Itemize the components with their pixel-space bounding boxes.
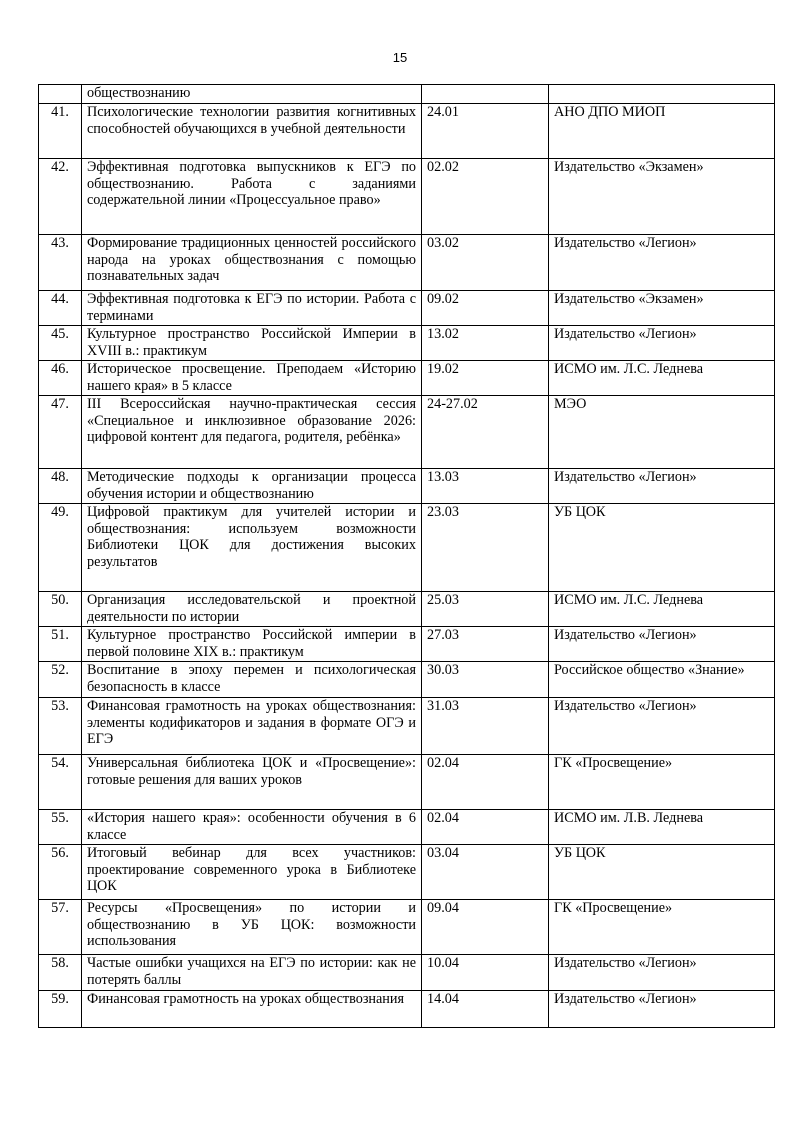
row-title: Воспитание в эпоху перемен и психологическая безопасность в классе [82,662,422,698]
row-number: 51. [39,627,82,662]
row-number: 44. [39,291,82,326]
row-number: 45. [39,326,82,361]
table-row [39,291,775,326]
row-organizer [549,85,775,104]
row-number: 49. [39,504,82,592]
row-title: Частые ошибки учащихся на ЕГЭ по истории: как не потерять баллы [82,955,422,991]
table-row [39,159,775,235]
row-title: Эффективная подготовка выпускников к ЕГЭ по обществознанию. Работа с заданиями содержательной линии «Процессуальное право» [82,159,422,235]
row-date: 03.04 [422,845,549,900]
row-date: 31.03 [422,698,549,755]
row-title: Методические подходы к организации процесса обучения истории и обществознанию [82,469,422,504]
row-organizer: Издательство «Легион» [549,326,775,361]
row-organizer: Издательство «Экзамен» [549,291,775,326]
row-title: Эффективная подготовка к ЕГЭ по истории. Работа с терминами [82,291,422,326]
row-organizer: ИСМО им. Л.С. Леднева [549,361,775,396]
table-row [39,627,775,662]
events-table [38,84,775,1028]
row-number: 41. [39,104,82,159]
row-number: 57. [39,900,82,955]
row-title: Финансовая грамотность на уроках обществознания: элементы кодификаторов и задания в формате ОГЭ и ЕГЭ [82,698,422,755]
table-row [39,755,775,810]
table-row [39,592,775,627]
table-row [39,991,775,1028]
row-organizer: Издательство «Легион» [549,627,775,662]
row-organizer: Издательство «Легион» [549,469,775,504]
row-organizer: Издательство «Легион» [549,955,775,991]
row-organizer: УБ ЦОК [549,504,775,592]
row-date: 27.03 [422,627,549,662]
row-title: Ресурсы «Просвещения» по истории и обществознанию в УБ ЦОК: возможности использования [82,900,422,955]
row-title: Формирование традиционных ценностей российского народа на уроках обществознания с помощью познавательных задач [82,235,422,291]
row-date: 13.03 [422,469,549,504]
row-number: 50. [39,592,82,627]
table-row [39,326,775,361]
table-row [39,900,775,955]
row-number: 55. [39,810,82,845]
row-organizer: ИСМО им. Л.С. Леднева [549,592,775,627]
row-date: 09.04 [422,900,549,955]
row-date: 24-27.02 [422,396,549,469]
table-row [39,662,775,698]
row-organizer: УБ ЦОК [549,845,775,900]
row-organizer: Издательство «Легион» [549,698,775,755]
table-row [39,698,775,755]
row-organizer: Издательство «Легион» [549,991,775,1028]
table-row-continuation [39,85,775,104]
row-title: Финансовая грамотность на уроках обществознания [82,991,422,1028]
table-row [39,469,775,504]
row-number: 56. [39,845,82,900]
row-date: 30.03 [422,662,549,698]
row-title: Психологические технологии развития когнитивных способностей обучающихся в учебной деятельности [82,104,422,159]
row-title: Организация исследовательской и проектной деятельности по истории [82,592,422,627]
row-number: 58. [39,955,82,991]
row-date [422,85,549,104]
row-number: 43. [39,235,82,291]
row-number: 48. [39,469,82,504]
row-organizer: МЭО [549,396,775,469]
row-date: 10.04 [422,955,549,991]
row-title: Цифровой практикум для учителей истории и обществознания: используем возможности Библиотеки ЦОК для достижения высоких результатов [82,504,422,592]
row-organizer: ИСМО им. Л.В. Леднева [549,810,775,845]
table-row [39,845,775,900]
row-number: 46. [39,361,82,396]
table-row [39,235,775,291]
row-date: 02.02 [422,159,549,235]
row-date: 09.02 [422,291,549,326]
row-date: 19.02 [422,361,549,396]
row-date: 13.02 [422,326,549,361]
table-row [39,504,775,592]
row-organizer: ГК «Просвещение» [549,900,775,955]
row-organizer: АНО ДПО МИОП [549,104,775,159]
row-title: «История нашего края»: особенности обучения в 6 классе [82,810,422,845]
row-number: 52. [39,662,82,698]
row-number: 59. [39,991,82,1028]
row-organizer: Российское общество «Знание» [549,662,775,698]
table-row [39,810,775,845]
row-organizer: Издательство «Легион» [549,235,775,291]
row-organizer: ГК «Просвещение» [549,755,775,810]
row-date: 02.04 [422,810,549,845]
table-row [39,955,775,991]
row-number: 42. [39,159,82,235]
row-date: 03.02 [422,235,549,291]
row-title: Итоговый вебинар для всех участников: проектирование современного урока в Библиотеке ЦОК [82,845,422,900]
table-row [39,361,775,396]
row-date: 24.01 [422,104,549,159]
row-title: Культурное пространство Российской империи в первой половине XIX в.: практикум [82,627,422,662]
row-date: 14.04 [422,991,549,1028]
row-number: 54. [39,755,82,810]
row-date: 23.03 [422,504,549,592]
row-number [39,85,82,104]
row-title: Историческое просвещение. Преподаем «Историю нашего края» в 5 классе [82,361,422,396]
row-title: Культурное пространство Российской Империи в XVIII в.: практикум [82,326,422,361]
row-number: 47. [39,396,82,469]
row-organizer: Издательство «Экзамен» [549,159,775,235]
table-row [39,396,775,469]
row-date: 02.04 [422,755,549,810]
page-number: 15 [392,50,408,65]
events-table-body [39,85,775,1028]
row-number: 53. [39,698,82,755]
row-date: 25.03 [422,592,549,627]
row-title: Универсальная библиотека ЦОК и «Просвещение»: готовые решения для ваших уроков [82,755,422,810]
row-title: обществознанию [82,85,422,104]
row-title: III Всероссийская научно-практическая сессия «Специальное и инклюзивное образование 2026: цифровой контент для педагога, родителя, ребёнка» [82,396,422,469]
table-row [39,104,775,159]
